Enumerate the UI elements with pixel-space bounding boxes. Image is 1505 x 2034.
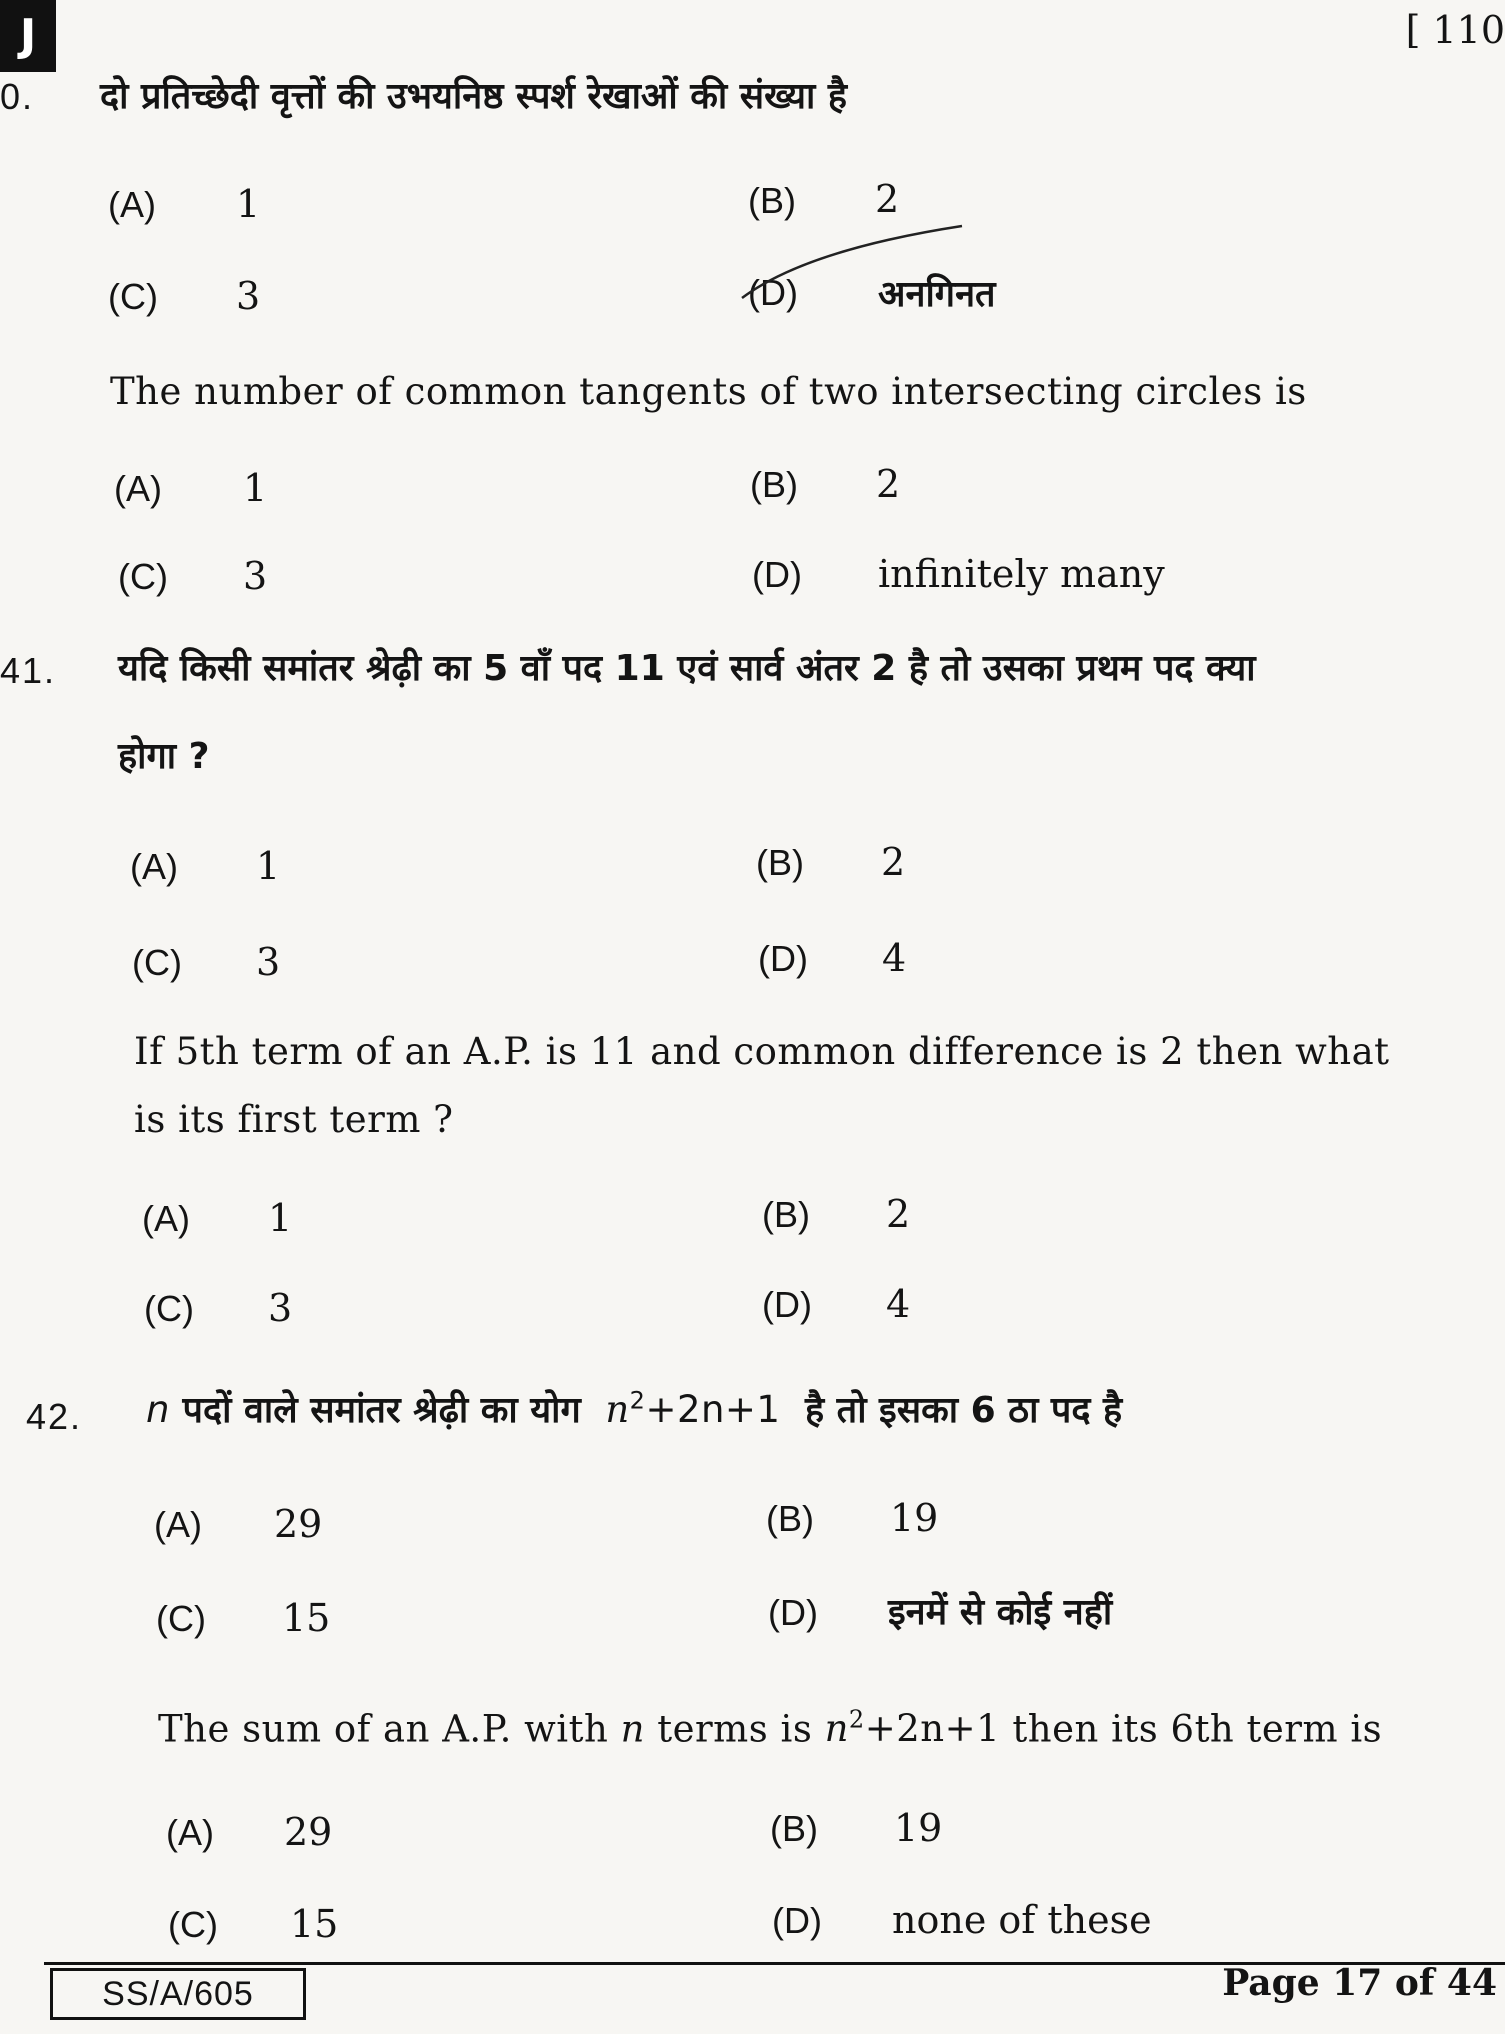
question-text-hindi: दो प्रतिच्छेदी वृत्तों की उभयनिष्ठ स्पर्श रेखाओं की संख्या है: [100, 76, 848, 117]
option-label: (D): [762, 1284, 812, 1325]
option-value: none of these: [892, 1898, 1152, 1942]
question-text-english: If 5th term of an A.P. is 11 and common difference is 2 then what: [134, 1030, 1390, 1073]
option-value: 1: [268, 1196, 293, 1240]
page-number: Page 17 of 44: [1222, 1962, 1497, 2004]
question-number: 0.: [0, 76, 35, 117]
option-label: (B): [750, 464, 798, 505]
option-label: (C): [108, 276, 158, 317]
paper-code-top: [ 110: [1405, 8, 1505, 52]
hindi-pre-text: पदों वाले समांतर श्रेढ़ी का योग: [182, 1390, 581, 1431]
option-value: 15: [282, 1596, 331, 1640]
option-label: (B): [766, 1498, 814, 1539]
option-value: 19: [894, 1806, 943, 1850]
option-label: (D): [752, 554, 802, 595]
option-value: इनमें से कोई नहीं: [888, 1592, 1113, 1633]
option-label: (D): [772, 1900, 822, 1941]
option-value: 4: [886, 1282, 911, 1326]
option-label: (C): [132, 942, 182, 983]
option-value: 1: [236, 182, 261, 226]
option-value: 29: [274, 1502, 323, 1546]
option-value: 3: [243, 554, 268, 598]
question-number: 41.: [0, 650, 57, 691]
option-value: infinitely many: [878, 552, 1165, 596]
option-value: 1: [256, 844, 281, 888]
variable-n: n: [620, 1707, 645, 1751]
option-value: 4: [882, 936, 907, 980]
english-pre-text: The sum of an A.P. with: [158, 1707, 609, 1751]
question-text-hindi: यदि किसी समांतर श्रेढ़ी का 5 वाँ पद 11 एवं सार्व अंतर 2 है तो उसका प्रथम पद क्या: [118, 648, 1256, 689]
english-post-text: then its 6th term is: [1012, 1707, 1383, 1751]
question-number: 42.: [26, 1396, 83, 1437]
question-text-english: [158, 1706, 1382, 1750]
option-label: (A): [154, 1504, 202, 1545]
option-value: 2: [881, 840, 906, 884]
sum-expression: $n^2+2n+1$: [605, 1386, 781, 1431]
option-label: (D): [768, 1592, 818, 1633]
question-text-english: The number of common tangents of two intersecting circles is: [110, 370, 1307, 413]
option-value: 29: [284, 1810, 333, 1854]
paper-code-box: SS/A/605: [50, 1968, 306, 2020]
option-label: (A): [108, 184, 156, 225]
pen-tick-mark: [736, 220, 986, 310]
option-value: अनगिनत: [878, 274, 996, 315]
option-label: (D): [758, 938, 808, 979]
option-label: (C): [156, 1598, 206, 1639]
option-value: 1: [243, 466, 268, 510]
option-value: 15: [290, 1902, 339, 1946]
option-value: 2: [886, 1192, 911, 1236]
option-label: (B): [762, 1194, 810, 1235]
option-value: 2: [876, 462, 901, 506]
option-label: (B): [756, 842, 804, 883]
option-value: 3: [256, 940, 281, 984]
option-value: 3: [236, 274, 261, 318]
option-label: (A): [114, 468, 162, 509]
option-label: (A): [130, 846, 178, 887]
english-mid-text: terms is: [657, 1707, 813, 1751]
option-value: 3: [268, 1286, 293, 1330]
option-label: (B): [770, 1808, 818, 1849]
option-label: (A): [142, 1198, 190, 1239]
option-value: 19: [890, 1496, 939, 1540]
option-label: (C): [168, 1904, 218, 1945]
sum-expression: $n^2+2n+1$: [824, 1706, 1001, 1751]
option-label: (C): [118, 556, 168, 597]
variable-n: n: [146, 1388, 170, 1431]
question-text-english-cont: is its first term ?: [134, 1098, 454, 1141]
hindi-post-text: है तो इसका 6 ठा पद है: [805, 1390, 1123, 1431]
option-value: 2: [875, 177, 900, 221]
option-label: (D): [748, 272, 798, 313]
question-text-hindi: [146, 1384, 1122, 1433]
series-badge: J: [0, 0, 56, 72]
option-label: (C): [144, 1288, 194, 1329]
option-label: (A): [166, 1812, 214, 1853]
question-text-hindi-cont: होगा ?: [118, 736, 210, 777]
option-label: (B): [748, 180, 796, 221]
